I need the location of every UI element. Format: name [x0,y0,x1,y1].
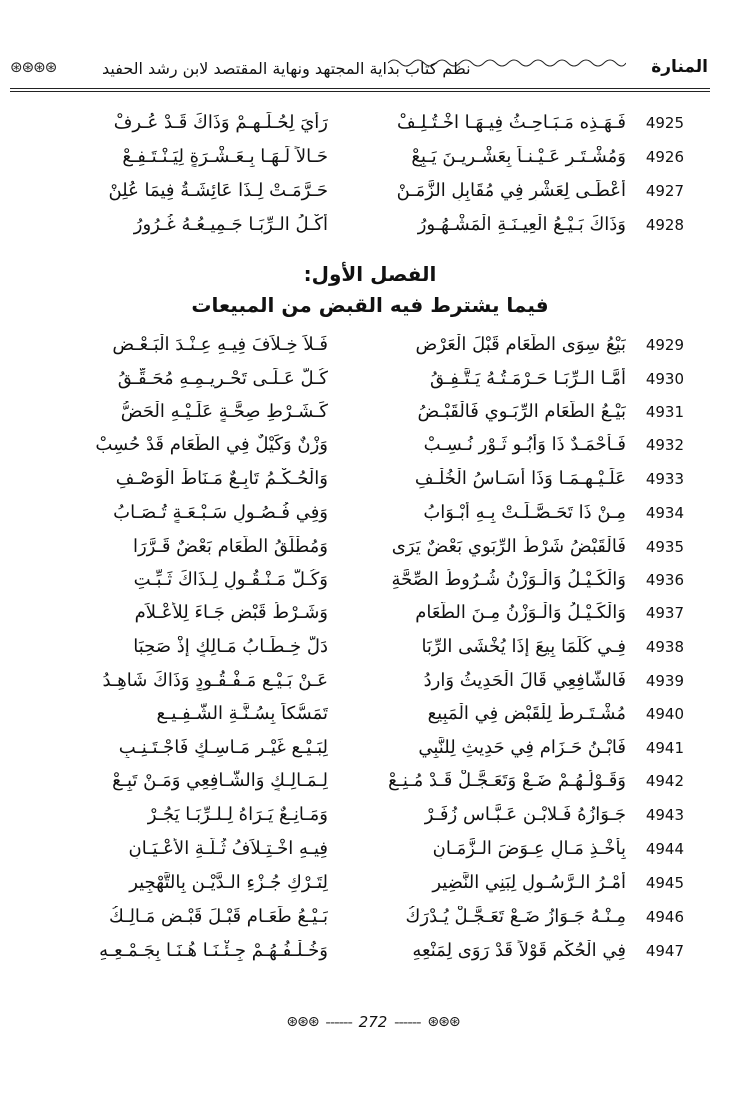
verse-number: 4931 [645,403,684,421]
verse-row [0,737,746,769]
verse-row [0,636,746,668]
verse-first-hemistich: جَـوَازُهُ فَـلابْـنِ عَـبَّـاسٍ زُفَـرْ [424,804,626,825]
verse-first-hemistich: وَذَاكَ بَـيْـعُ الْعِيـنَـةِ الْمَشْـهُـورُ [417,214,626,235]
header-ornament: ⊛⊛⊛⊛ [10,58,57,76]
verse-second-hemistich: حَـرَّمَـتْ لِـذَا عَائِشَـةُ فِيمَا عُلِنْ [108,180,328,201]
page-footer [0,1012,746,1031]
verse-first-hemistich: عَلَـيْـهِـمَـا وَذَا أَسَـاسُ الْخُلْـفِ [414,468,626,489]
verse-first-hemistich: فَـهَـذِه مَـبَـاحِـثُ فِيـهَـا اخْـتُـلِـفْ [396,112,626,133]
verse-first-hemistich: مُشْـتَـرِطٌ لِلْقَبْضِ فِي الْمَبِيعِ [427,703,626,724]
verse-row [0,906,746,938]
verse-second-hemistich: وَكُـلُّ مَـنْـقُـولٍ لِـذَاكَ ثَـبِّـتِ [133,569,328,590]
verse-number: 4940 [645,705,684,723]
verse-second-hemistich: وَمُطْلَقُ الطَّعَامِ بَعْضٌ قَـرَّرَا [132,536,328,557]
verse-number: 4929 [645,336,684,354]
page-number: 272 [358,1012,388,1031]
verse-second-hemistich: أَكْـلُ الـرِّبَـا جَـمِيـعُـهُ غُـرُورُ [133,214,328,235]
verse-second-hemistich: فَـلاَ خِـلاَفَ فِيـهِ عِـنْـدَ الْبَـعْـضِ [112,334,328,355]
verse-second-hemistich: لِبَـيْـعِ غَيْـرِ مَـاسِـكٍ فَاجْـتَـنِـبِ [118,737,328,758]
verse-second-hemistich: تَمَسُّكاً بِسُـنَّـةِ الشَّـفِـيـعِ [156,703,328,724]
verse-row [0,536,746,568]
verse-first-hemistich: أَمْـرُ الـرَّسُـولِ لِبَنِي النَّضِيرِ [432,872,626,893]
verse-row [0,770,746,802]
verse-second-hemistich: رَأْيَ لِحُـلِّـهِـمْ وَذَاكَ قَـدْ عُـرِفْ [113,112,328,133]
verse-row [0,112,746,144]
verse-number: 4941 [645,739,684,757]
verse-second-hemistich: عَـنْ بَـيْـعِ مَـفْـقُـودٍ وَذَاكَ شَاهِـدُ [102,670,328,691]
verse-number: 4944 [645,840,684,858]
verse-second-hemistich: وَالْحُـكْـمُ تَابِـعٌ مَـنَاطَ الْوَصْـفِ [115,468,328,489]
verse-row [0,368,746,400]
book-title: نظم كتاب بداية المجتهد ونهاية المقتصد لابن رشد الحفيد [102,59,471,78]
verse-first-hemistich: بَيْـعُ الطَّعَامِ الرِّبَـوِي فَالْقَبْـضُ [417,401,626,422]
verse-first-hemistich: فَالْقَبْضُ شَرْطُ الرِّبَوِي بَعْضٌ يَرَى [391,536,626,557]
header-rule-secondary [10,91,710,92]
verse-second-hemistich: كَـشَـرْطِ صِحَّـةٍ عَلَـيْـهِ الْحَضُّ [120,401,328,422]
verse-number: 4939 [645,672,684,690]
verse-first-hemistich: فَـأَحْمَـدٌ ذَا وَأَبُـو ثَـوْرٍ نُـسِـبْ [423,434,626,455]
header-wave-divider [388,56,626,70]
verse-first-hemistich: وَمُشْـتَـرٍ عَـيْـنـاً بِعَشْـرِيـنَ يَـبِعْ [411,146,626,167]
verse-number: 4946 [645,908,684,926]
verse-second-hemistich: وَفِي فُـصُـولٍ سَـبْـعَـةٍ تُـصَـابُ [113,502,328,523]
verse-row [0,401,746,433]
footer-ornament-right: ⊛⊛⊛ [427,1013,460,1030]
verse-second-hemistich: لِتَـرْكِ جُـزْءِ الـدَّيْـنِ بِالتَّهْجِيرِ [129,872,328,893]
verse-first-hemistich: أَمَّـا الـرِّبَـا حَـرْمَـتُـهُ يَـتَّـفِـقُ [429,368,626,389]
section-title: الفصل الأول: [303,262,437,286]
verse-row [0,468,746,500]
verse-row [0,872,746,904]
verse-first-hemistich: وَالْكَـيْـلُ وَالْـوَزْنُ مِـنَ الطَّعَامِ [415,602,626,623]
verse-row [0,703,746,735]
verse-first-hemistich: بَيْعُ سِوَى الطَّعَامِ قَبْلَ الْعَرْضِ [415,334,626,355]
page-header [10,52,710,92]
verse-number: 4925 [645,114,684,132]
verse-number: 4945 [645,874,684,892]
verse-second-hemistich: بَـيْـعُ طَعَـامٍ قَبْـلَ قَبْـضِ مَـالِـكُ [109,906,328,927]
verse-first-hemistich: وَالْكَـيْـلُ وَالْـوَزْنُ شُـرُوطُ الصِّحَّةِ [391,569,626,590]
verse-row [0,569,746,601]
verse-number: 4942 [645,772,684,790]
verse-row [0,502,746,534]
verse-first-hemistich: مِـنْ ذَا تَحَـصَّـلَـتْ بِـهِ أَبْـوَابُ [423,502,626,523]
verse-first-hemistich: أَعْطَـى لِعَشْرٍ فِي مُقَابِلِ الزَّمَـنْ [396,180,626,201]
verse-number: 4934 [645,504,684,522]
verse-first-hemistich: بِأَخْـذِ مَـالٍ عِـوَضَ الـزَّمَـانِ [432,838,626,859]
verse-row [0,670,746,702]
section-subtitle: فيما يشترط فيه القبض من المبيعات [191,293,549,317]
verse-number: 4938 [645,638,684,656]
verse-first-hemistich: فِـي كُلِّمَا بِيعَ إِذَا يُخْشَى الرِّبَا [421,636,626,657]
verse-row [0,146,746,178]
verse-second-hemistich: دَلَّ خِـطَـابُ مَـالِكٍ إِذْ صَحِبَا [133,636,328,657]
verse-second-hemistich: وَخُـلْـفُـهُـمْ جِـئْـنَـا هُـنَـا بِجَـمْـعِـهِ [99,940,328,961]
verse-second-hemistich: لِـمَـالِـكٍ وَالشَّـافِعِي وَمَـنْ تَبِـعْ [112,770,328,791]
verse-row [0,602,746,634]
verse-second-hemistich: وَشَـرْطُ قَبْضٍ جَـاءَ لِلأَعْـلاَمِ [134,602,328,623]
verse-second-hemistich: حَـالاً لَـهَـا بِـعَـشْـرَةٍ لِيَـنْـتَـفِـعْ [122,146,328,167]
verse-first-hemistich: وَقَـوْلُـهُـمْ ضَـعْ وَتَعَـجَّـلْ قَـدْ مُـنِـعْ [388,770,626,791]
verse-number: 4932 [645,436,684,454]
footer-ornament-left: ⊛⊛⊛ [286,1013,319,1030]
verse-row [0,434,746,466]
verse-row [0,334,746,366]
verse-first-hemistich: فَالشَّافِعِي قَالَ الْحَدِيثُ وَارِدُ [423,670,626,691]
verse-number: 4933 [645,470,684,488]
verse-number: 4943 [645,806,684,824]
verse-row [0,214,746,246]
header-rule [10,88,710,89]
verse-second-hemistich: كُـلٌّ عَـلَـى تَحْـرِيـمِـهِ مُحَـقِّـقُ [117,368,328,389]
verse-row [0,180,746,212]
verse-number: 4926 [645,148,684,166]
verse-row [0,940,746,972]
verse-number: 4947 [645,942,684,960]
verse-first-hemistich: مِـنْـهُ جَـوَازُ ضَـعْ تَعَـجَّـلْ يُـدْرَكُ [405,906,626,927]
verse-first-hemistich: فَابْـنُ حَـزَامٍ فِي حَدِيثِ لِلنَّبِي [418,737,626,758]
footer-dash-right: ------ [394,1012,421,1031]
verse-row [0,838,746,870]
verse-number: 4930 [645,370,684,388]
verse-number: 4935 [645,538,684,556]
verse-number: 4927 [645,182,684,200]
verse-second-hemistich: فِيـهِ اخْـتِـلاَفُ ثُـلَّـةِ الأَعْـيَـانِ [128,838,328,859]
verse-number: 4928 [645,216,684,234]
verse-number: 4937 [645,604,684,622]
footer-dash-left: ------ [325,1012,352,1031]
verse-second-hemistich: وَمَـانِـعٌ يَـرَاهُ لِـلـرِّبَـا يَجُـرْ [147,804,328,825]
verse-number: 4936 [645,571,684,589]
site-name: المنارة [651,57,708,77]
verse-row [0,804,746,836]
verse-first-hemistich: فِي الْحُكْمِ قَوْلاً قَدْ رَوَى لِمَنْعِهِ [412,940,626,961]
verse-second-hemistich: وَزْنٌ وَكَيْلٌ فِي الطَّعَامِ قَدْ حُسِبْ [95,434,328,455]
